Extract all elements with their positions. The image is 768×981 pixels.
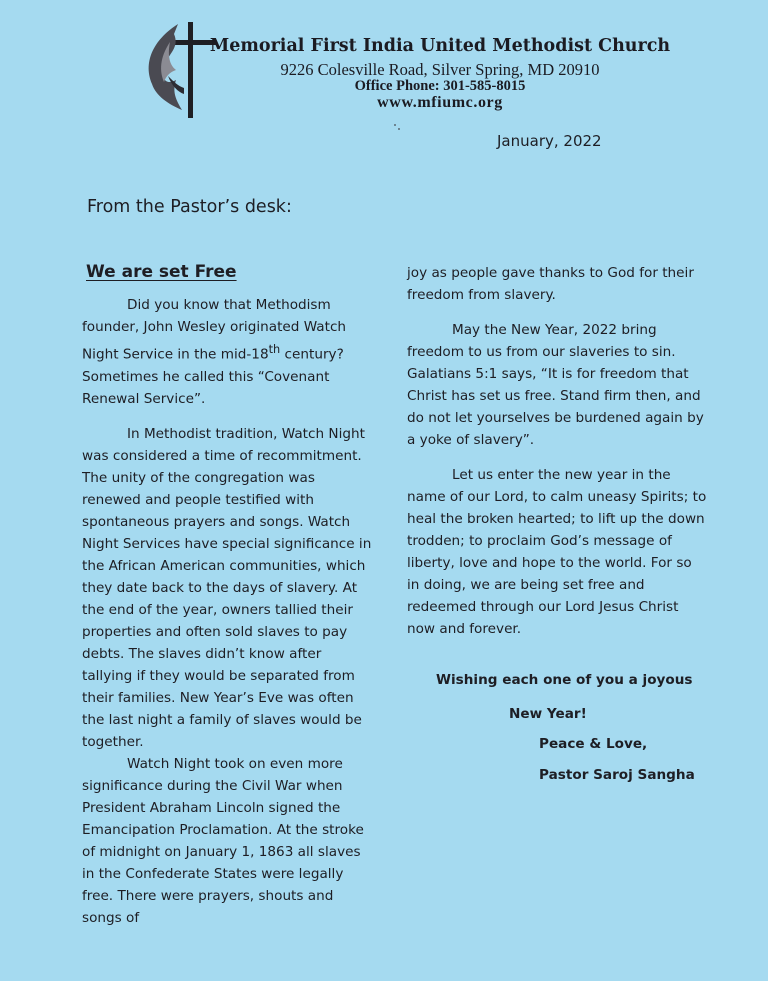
left-column: [82, 294, 372, 929]
closing-sign-off: Peace & Love,: [539, 736, 648, 752]
paragraph: Let us enter the new year in the name of our Lord, to calm uneasy Spirits; to heal the broken hearted; to lift up the down trodden; to proclaim God’s message of liberty, love and hope to the world. For so in doing, we are being set free and redeemed through our Lord Jesus Christ now and forever.: [407, 467, 707, 637]
right-column: [407, 262, 707, 640]
office-phone: Office Phone: 301-585-8015: [354, 78, 526, 94]
church-address: 9226 Colesville Road, Silver Spring, MD 20910: [280, 60, 600, 79]
paragraph: In Methodist tradition, Watch Night was considered a time of recommitment. The unity of the congregation was renewed and people testified with spontaneous prayers and songs. Watch Night Services have special significance in the African American communities, which they date back to the days of slavery. At the end of the year, owners tallied their properties and often sold slaves to pay debts. The slaves didn’t know after tallying if they would be separated from their families. New Year’s Eve was often the last night a family of slaves would be together.: [82, 425, 372, 750]
letter-date: January, 2022: [497, 132, 602, 150]
paragraph: Watch Night took on even more significance during the Civil War when President Abraham Lincoln signed the Emancipation Proclamation. At the stroke of midnight on January 1, 1863 all slaves in the Confederate States were legally free. There were prayers, shouts and songs of: [82, 755, 364, 926]
paragraph: joy as people gave thanks to God for their freedom from slavery.: [407, 265, 694, 303]
paragraph: May the New Year, 2022 bring freedom to us from our slaveries to sin. Galatians 5:1 says, “It is for freedom that Christ has set us free. Stand firm then, and do not let yourselves be burdened again by a yoke of slavery”.: [407, 322, 704, 448]
paper-speck: [398, 128, 400, 130]
paragraph: Did you know that Methodism founder, John Wesley originated Watch Night Service in the mid-18th century? Sometimes he called this “Covenant Renewal Service”.: [82, 297, 347, 407]
pastor-signature: Pastor Saroj Sangha: [539, 767, 695, 783]
closing-new-year: New Year!: [509, 706, 587, 722]
section-heading: From the Pastor’s desk:: [87, 197, 292, 217]
closing-wish: Wishing each one of you a joyous: [436, 672, 693, 688]
church-name: Memorial First India United Methodist Church: [209, 36, 671, 56]
article-title: We are set Free: [86, 262, 237, 282]
church-website: www.mfiumc.org: [377, 94, 503, 111]
paper-speck: [394, 124, 396, 126]
